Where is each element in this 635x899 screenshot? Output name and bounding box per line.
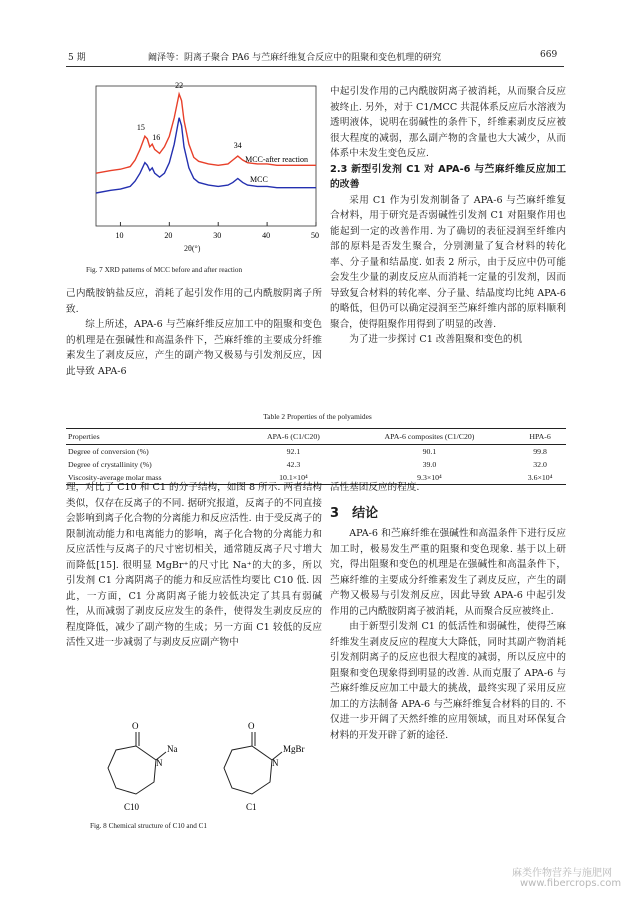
table-header: APA-6 (C1/C20)	[242, 429, 345, 445]
table-row	[66, 445, 566, 459]
left-column-top	[66, 286, 322, 379]
table-header: Properties	[66, 429, 242, 445]
paragraph: 理，对比了 C10 和 C1 的分子结构，如图 8 所示. 两者结构类似，仅存在反离子的不同. 据研究报道，反离子的不同直接会影响到离子化合物的分离能力和反应活性. 由于受反离子的限制流动能力和电离能力的影响，离子化合物的分离能力和反应活性与反离子的尺寸密切相关，通常随反离子尺寸增大而降低[15]. 很明显 MgBr⁺的尺寸比 Na⁺的大的多，所以引发剂 C1 分离阴离子的能力和反应活性均要比 C10 低. 因此，一方面，C1 分离阴离子能力较低决定了其具有弱碱性，从而减弱了剥皮反应发生的条件，使得发生剥皮反应的程度降低，减少了副产物的生成；另一方面 C1 较低的反应活性又进一步减弱了与剥皮反应副产物中	[66, 482, 322, 648]
table-cell: 92.1	[286, 447, 301, 456]
counterion-label: MgBr	[283, 744, 305, 754]
table-cell: 42.3	[286, 460, 301, 469]
paragraph: APA-6 和苎麻纤维在强碱性和高温条件下进行反应加工时，极易发生严重的阻聚和变色现象. 基于以上研究，得出阻聚和变色的机理是在强碱性和高温条件下，苎麻纤维的主要成分纤维素发生了剥皮反应，产生的副产物又极易与引发剂反应，因此导致 APA-6 中起引发作用的己内酰胺阴离子被消耗，从而聚合反应被终止.	[330, 528, 566, 617]
series-label: MCC	[250, 175, 268, 185]
oxygen-label: O	[132, 721, 139, 731]
table-2	[66, 428, 566, 485]
table-header-row	[66, 429, 566, 445]
nitrogen-label: N	[272, 758, 279, 768]
peak-label: 15	[136, 123, 145, 133]
counterion-label: Na	[167, 744, 178, 754]
series-label: MCC-after reaction	[245, 154, 308, 164]
xrd-chart	[66, 78, 318, 262]
section-heading-3	[330, 506, 566, 523]
section-heading-2-3: 2.3 新型引发剂 C1 对 APA-6 与苎麻纤维反应加工的改善	[330, 163, 566, 190]
figure-8-caption: Fig. 8 Chemical structure of C10 and C1	[90, 822, 207, 830]
chemical-structures	[66, 716, 322, 816]
paragraph: 为了进一步探讨 C1 改善阻聚和变色的机	[349, 334, 523, 345]
paragraph: 由于新型引发剂 C1 的低活性和弱碱性，使得苎麻纤维发生剥皮反应的程度大大降低，同时其副产物消耗引发剂阴离子的反应也很大程度的减弱，所以反应中的阻聚和变色现象得到明显的改善. 从而克服了 APA-6 与苎麻纤维反应加工中最大的挑战，最终实现了采用反应加工的方法制备 APA-6 与苎麻纤维复合材料的目的. 不仅进一步开阔了天然纤维的应用领域，而且对环保复合材料的开发开辟了新的途径.	[330, 621, 566, 741]
x-tick-label: 50	[311, 231, 319, 240]
paragraph: 综上所述，APA-6 与苎麻纤维反应加工中的阻聚和变色的机理是在强碱性和高温条件下，苎麻纤维的主要成分纤维素发生了剥皮反应，产生的副产物又极易与引发剂反应，因此导致 APA-6	[66, 319, 322, 377]
watermark-site-name: 麻类作物营养与施肥网	[512, 868, 612, 879]
table-row	[66, 458, 566, 471]
header-rule	[66, 66, 564, 67]
table-cell: Degree of crystallinity (%)	[68, 460, 152, 469]
peak-label: 34	[233, 141, 242, 151]
x-tick-label: 30	[213, 231, 222, 240]
paragraph: 活性基团反应的程度.	[330, 482, 420, 493]
table-cell: Degree of conversion (%)	[68, 447, 149, 456]
x-axis-label: 2θ(°)	[184, 244, 201, 253]
section-number: 3	[330, 505, 340, 521]
table-cell: 39.0	[422, 460, 437, 469]
left-column-bottom	[66, 480, 322, 651]
ring-c10	[108, 746, 156, 794]
table-cell: 32.0	[533, 460, 547, 469]
figure-7-caption: Fig. 7 XRD patterns of MCC before and after reaction	[86, 266, 243, 274]
paragraph: 己内酰胺钠盐反应，消耗了起引发作用的己内酰胺阴离子所致.	[66, 288, 322, 315]
table-header: HPA-6	[514, 429, 566, 445]
structure-c10	[108, 721, 178, 812]
page-number: 669	[540, 50, 558, 60]
table-cell: 99.8	[533, 447, 547, 456]
running-title: 阚泽等：阴离子聚合 PA6 与苎麻纤维复合反应中的阻聚和变色机理的研究	[148, 53, 442, 63]
molecule-label: C10	[124, 802, 140, 812]
right-column-bottom	[330, 480, 566, 743]
issue-number: 5 期	[68, 53, 86, 63]
section-title: 结论	[352, 505, 379, 521]
table-cell: Viscosity-average molar mass	[66, 471, 242, 485]
paragraph: 采用 C1 作为引发剂制备了 APA-6 与苎麻纤维复合材料，用于研究是否弱碱性引发剂 C1 对阻聚作用也能起到一定的改善作用. 为了确切的表征浸润至纤维内部的原料是否发生聚合，分别测量了复合材料的转化率、分子量和结晶度. 如表 2 所示，由于反应中仍可能会发生少量的剥皮反应从而消耗一定量的引发剂，因而导致复合材料的转化率、分子量、结晶度均比纯 APA-6 的略低，但仍可以确定浸润至苎麻纤维内部的原料顺利聚合，使得阻聚作用得到了明显的改善.	[330, 194, 566, 330]
right-column-top	[330, 84, 566, 348]
x-tick-label: 10	[115, 231, 124, 240]
table-cell: 10.1×10⁴	[242, 471, 345, 485]
watermark-url: www.fibercrops.com	[520, 878, 622, 889]
x-tick-label: 40	[262, 231, 271, 240]
table-header: APA-6 composites (C1/C20)	[345, 429, 514, 445]
paragraph: 中起引发作用的己内酰胺阴离子被消耗，从而聚合反应被终止. 另外，对于 C1/MCC 共混体系反应后水溶液为透明液体，说明在弱碱性的条件下，纤维素剥皮反应被很大程度的减弱，那么副产物的含量也大大减少，从而体系中未发生变色反应.	[330, 86, 566, 159]
nitrogen-label: N	[156, 758, 163, 768]
molecule-label: C1	[246, 802, 257, 812]
x-tick-label: 20	[164, 231, 173, 240]
ring-c1	[224, 746, 272, 794]
table-2-caption: Table 2 Properties of the polyamides	[263, 412, 372, 421]
peak-label: 22	[175, 81, 184, 90]
table-cell: 9.3×10⁴	[345, 471, 514, 485]
structure-c1	[224, 721, 305, 812]
table-cell: 3.6×10⁴	[514, 471, 566, 485]
figure-8	[66, 716, 322, 846]
peak-label: 16	[152, 133, 161, 143]
figure-7	[66, 78, 318, 278]
oxygen-label: O	[248, 721, 255, 731]
table-cell: 90.1	[422, 447, 437, 456]
